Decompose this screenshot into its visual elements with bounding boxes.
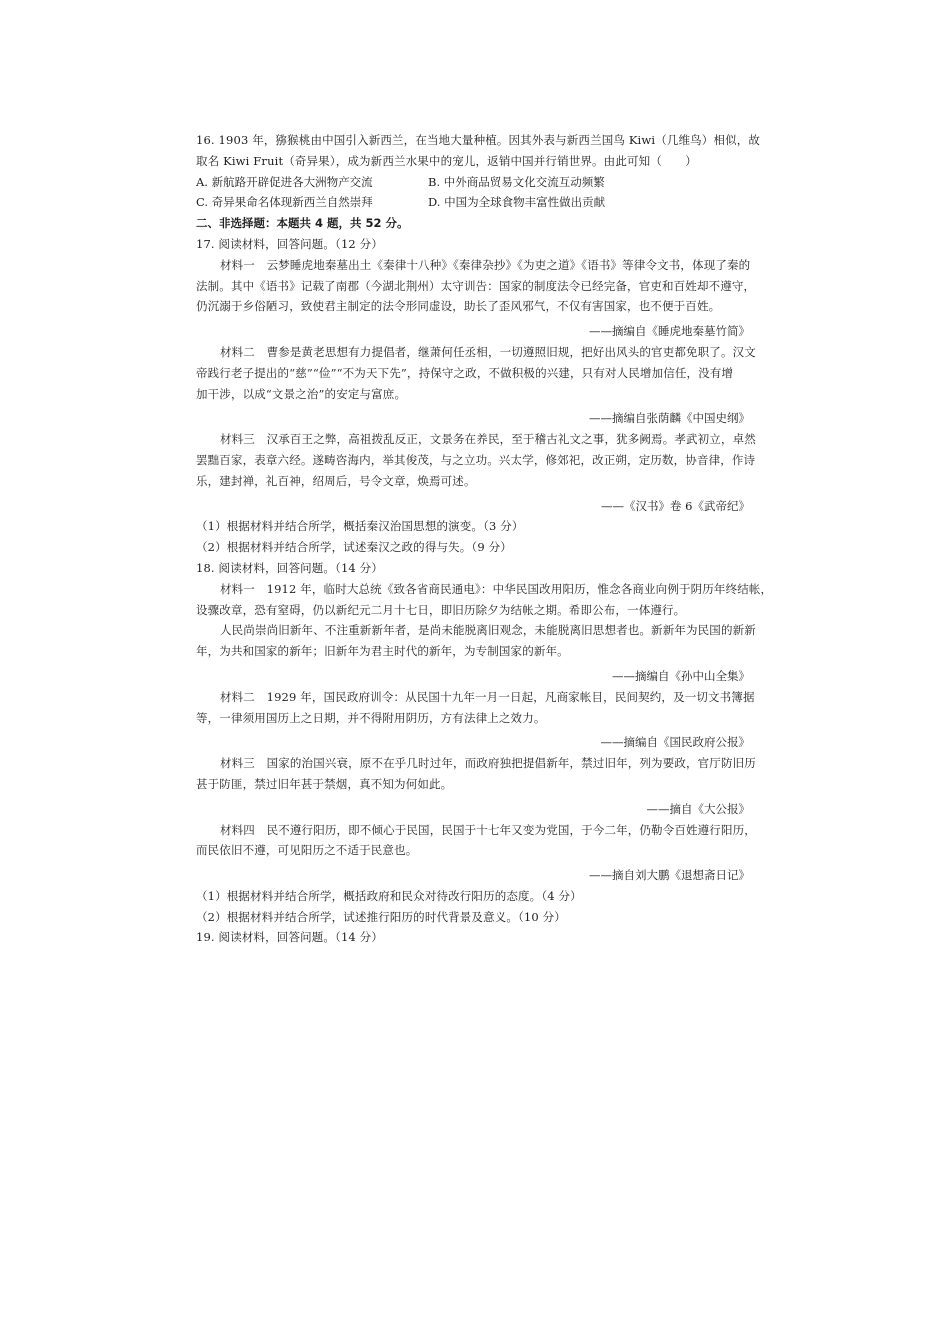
q17-m3-line-2: 罢黜百家，表章六经。遂畴咨海内，举其俊茂，与之立功。兴太学，修郊祀，改正朔，定历数，协音律，作诗	[196, 452, 756, 467]
q17-material-1	[196, 255, 756, 342]
q18-m1-line-2: 设骤改章，恐有窒碍，仍以新纪元二月十七日，即旧历除夕为结帐之期。希即公布，一体遵行。	[196, 602, 686, 617]
q18-material-4	[196, 820, 756, 886]
q17-material-2	[196, 342, 756, 429]
q18-m3-line-2: 甚于防匪，禁过旧年甚于禁烟，真不知为何如此。	[196, 776, 453, 791]
q17-m2-line-2: 帝践行老子提出的“慈”“俭”“不为天下先”，持保守之政，不做积极的兴建，只有对人民增加信任，没有增	[196, 365, 734, 380]
question-16-stem-line-2: 取名 Kiwi Fruit（奇异果），成为新西兰水果中的宠儿，返销中国并行销世界。由此可知（ ）	[196, 153, 697, 168]
q17-subquestion-2: （2）根据材料并结合所学，试述秦汉之政的得与失。（9 分）	[196, 540, 512, 555]
q17-material-3	[196, 429, 756, 516]
option-a: A. 新航路开辟促进各大洲物产交流	[196, 174, 373, 189]
question-17	[196, 234, 756, 558]
q18-subquestion-2: （2）根据材料并结合所学，试述推行阳历的时代背景及意义。（10 分）	[196, 909, 566, 924]
option-b: B. 中外商品贸易文化交流互动频繁	[428, 174, 605, 189]
q18-material-1	[196, 579, 773, 687]
q18-m1-line-3: 人民尚崇尚旧新年、不注重新新年者，是尚未能脱离旧观念，未能脱离旧思想者也。新新年为民国的新新	[220, 623, 756, 638]
q17-m3-source: ——《汉书》卷 6《武帝纪》	[601, 498, 750, 513]
q17-m3-line-1: 材料三 汉承百王之弊，高祖拨乱反正，文景务在养民，至于稽古礼文之事，犹多阙焉。孝武初立，卓然	[220, 432, 756, 447]
q17-m2-line-1: 材料二 曹参是黄老思想有力提倡者，继萧何任丞相，一切遵照旧规，把好出风头的官吏都免职了。汉文	[220, 344, 756, 359]
q18-material-2	[196, 687, 756, 753]
q18-m2-line-1: 材料二 1929 年，国民政府训令：从民国十九年一月一日起，凡商家帐目，民间契约，及一切文书簿据	[220, 689, 755, 704]
q18-m1-line-4: 年，为共和国家的新年；旧新年为君主时代的新年，为专制国家的新年。	[196, 644, 569, 659]
section-heading: 二、非选择题：本题共 4 题，共 52 分。	[196, 216, 409, 231]
q18-material-3	[196, 753, 756, 819]
question-18	[196, 558, 773, 928]
question-16-stem-line-1: 16. 1903 年，猕猴桃由中国引入新西兰，在当地大量种植。因其外表与新西兰国鸟 Kiwi（几维鸟）相似，故	[196, 133, 761, 147]
q18-subquestion-1: （1）根据材料并结合所学，概括政府和民众对待改行阳历的态度。（4 分）	[196, 888, 582, 903]
option-c: C. 奇异果命名体现新西兰自然崇拜	[196, 195, 373, 210]
q18-m4-line-1: 材料四 民不遵行阳历，即不倾心于民国，民国于十七年又变为党国，于今二年，仍勒令百姓遵行阳历，	[220, 822, 756, 837]
q17-m2-line-3: 加干涉，以成“文景之治”的安定与富庶。	[196, 386, 407, 401]
q17-m1-line-2: 法制。其中《语书》记载了南郡（今湖北荆州）太守训告：国家的制度法令已经完备，官吏和百姓却不遵守，	[196, 278, 756, 293]
q18-m3-source: ——摘自《大公报》	[646, 801, 750, 816]
question-19-stem: 19. 阅读材料，回答问题。（14 分）	[196, 930, 383, 945]
q18-m4-line-2: 而民依旧不遵，可见阳历之不适于民意也。	[196, 843, 418, 858]
q18-m4-source: ——摘自刘大鹏《退想斋日记》	[589, 868, 750, 883]
q18-m2-line-2: 等，一律须用国历上之日期，并不得附用阴历，方有法律上之效力。	[196, 710, 546, 725]
q18-m2-source: ——摘编自《国民政府公报》	[600, 735, 750, 750]
question-16	[196, 130, 761, 213]
q17-subquestion-1: （1）根据材料并结合所学，概括秦汉治国思想的演变。（3 分）	[196, 519, 524, 534]
q17-m2-source: ——摘编自张荫麟《中国史纲》	[589, 411, 750, 426]
question-18-stem: 18. 阅读材料，回答问题。（14 分）	[196, 560, 383, 575]
q17-m3-line-3: 乐，建封禅，礼百神，绍周后，号令文章，焕焉可述。	[196, 473, 476, 488]
q18-m1-line-1: 材料一 1912 年，临时大总统《致各省商民通电》：中华民国改用阳历，惟念各商业向例于阴历年终结帐，	[220, 581, 773, 596]
question-17-stem: 17. 阅读材料，回答问题。（12 分）	[196, 236, 383, 251]
q17-m1-line-1: 材料一 云梦睡虎地秦墓出土《秦律十八种》《秦律杂抄》《为吏之道》《语书》等律令文书，体现了秦的	[220, 257, 751, 272]
option-d: D. 中国为全球食物丰富性做出贡献	[428, 195, 606, 210]
q17-m1-line-3: 仍沉溺于乡俗陋习，致使君主制定的法令形同虚设，助长了歪风邪气，不仅有害国家，也不便于百姓。	[196, 299, 721, 314]
exam-page	[196, 130, 773, 948]
q18-m1-source: ——摘编自《孙中山全集》	[612, 668, 750, 683]
q18-m3-line-1: 材料三 国家的治国兴衰，原不在乎几时过年，而政府独把提倡新年，禁过旧年，列为要政，官厅防旧历	[220, 756, 756, 771]
question-16-options	[196, 172, 756, 214]
q17-m1-source: ——摘编自《睡虎地秦墓竹简》	[589, 324, 750, 339]
